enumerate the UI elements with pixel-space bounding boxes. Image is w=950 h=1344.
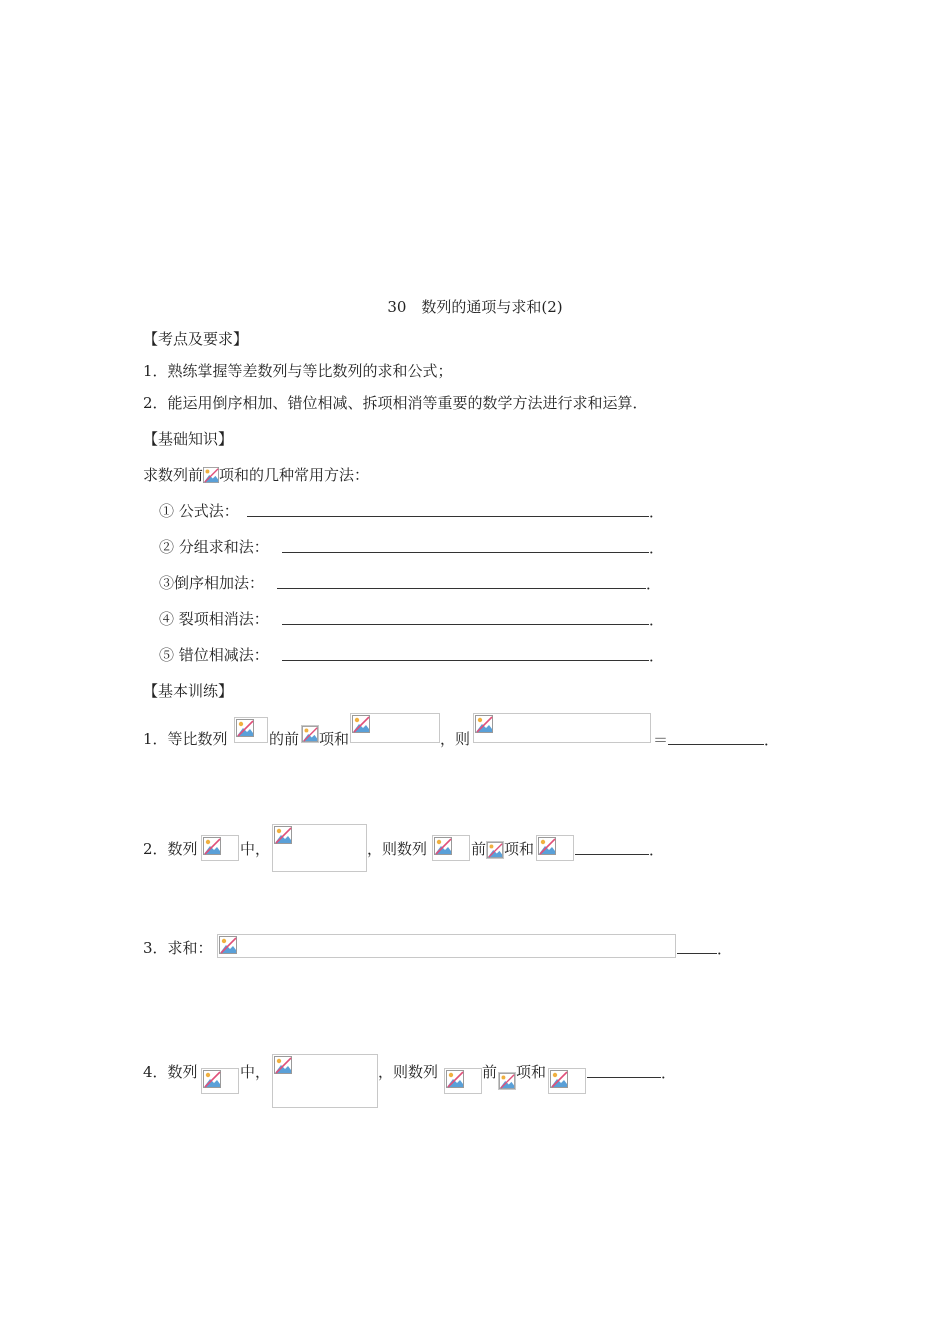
method-4-blank: ． <box>282 609 664 630</box>
q4-text-a: 4．数列 <box>143 1063 198 1081</box>
q3-text-a: 3．求和： <box>143 939 213 957</box>
broken-image-icon <box>499 1073 515 1089</box>
formula-image <box>234 717 268 743</box>
broken-image-icon <box>487 842 503 858</box>
q2-text-e: 项和 <box>504 840 535 858</box>
q4-answer: ． <box>587 1062 676 1083</box>
formula-image <box>432 835 470 861</box>
broken-image-icon <box>203 1070 221 1088</box>
knowledge-heading: 【基础知识】 <box>143 430 234 448</box>
formula-image <box>444 1068 482 1094</box>
formula-image <box>486 841 504 859</box>
requirements-heading: 【考点及要求】 <box>143 330 249 348</box>
formula-image <box>548 1068 586 1094</box>
formula-image <box>350 713 440 743</box>
q4-text-d: 前 <box>482 1063 498 1081</box>
broken-image-icon <box>538 837 556 855</box>
method-label: ③倒序相加法： <box>159 574 265 592</box>
broken-image-icon <box>352 715 370 733</box>
q2-text-a: 2．数列 <box>143 840 198 858</box>
q2-text-d: 前 <box>471 840 487 858</box>
knowledge-intro <box>143 465 369 485</box>
broken-image-icon <box>274 1056 292 1074</box>
q2-text-b: 中， <box>240 840 271 858</box>
broken-image-icon <box>475 715 493 733</box>
q2-text-c: ，则数列 <box>367 840 428 858</box>
formula-image <box>217 934 676 958</box>
method-3-blank: ． <box>277 573 661 594</box>
broken-image-icon <box>434 837 452 855</box>
q1-text-c: 项和 <box>319 730 350 748</box>
q4-text-e: 项和 <box>516 1063 547 1081</box>
method-4 <box>159 609 269 629</box>
method-5 <box>159 645 269 665</box>
broken-image-icon <box>446 1070 464 1088</box>
method-1-blank: ． <box>247 501 664 522</box>
method-5-blank: ． <box>282 645 664 666</box>
q3-answer: ． <box>677 938 732 959</box>
method-2-blank: ． <box>282 537 664 558</box>
formula-image <box>272 1054 378 1108</box>
method-label: ④ 裂项相消法： <box>159 610 269 628</box>
formula-image <box>498 1072 516 1090</box>
broken-image-icon <box>203 837 221 855</box>
method-2 <box>159 537 269 557</box>
method-1 <box>159 501 239 521</box>
q4-text-c: ，则数列 <box>378 1063 439 1081</box>
knowledge-intro-a: 求数列前 <box>143 466 204 484</box>
knowledge-intro-b: 项和的几种常用方法： <box>219 466 370 484</box>
q1-text-d: ，则 <box>440 730 471 748</box>
broken-image-icon <box>302 726 318 742</box>
formula-image <box>473 713 651 743</box>
method-label: ② 分组求和法： <box>159 538 269 556</box>
broken-image-icon <box>219 936 237 954</box>
method-3 <box>159 573 264 593</box>
method-label: ① 公式法： <box>159 502 239 520</box>
broken-image-icon <box>236 719 254 737</box>
q1-text-b: 的前 <box>269 730 300 748</box>
q1-answer: ＝ ． <box>653 731 780 749</box>
broken-image-icon <box>274 826 292 844</box>
requirement-2: 2．能运用倒序相加、错位相减、拆项相消等重要的数学方法进行求和运算． <box>143 394 648 412</box>
q4-text-b: 中， <box>240 1063 271 1081</box>
formula-image <box>201 1068 239 1094</box>
q2-answer: ． <box>575 839 664 860</box>
broken-image-icon <box>550 1070 568 1088</box>
q1-text-a: 1．等比数列 <box>143 730 228 748</box>
formula-image <box>301 725 319 743</box>
page-title: 30 数列的通项与求和(2) <box>387 298 563 316</box>
broken-image-icon <box>203 467 219 483</box>
requirement-1: 1．熟练掌握等差数列与等比数列的求和公式； <box>143 362 453 380</box>
formula-image <box>536 835 574 861</box>
formula-image <box>201 835 239 861</box>
training-heading: 【基本训练】 <box>143 682 234 700</box>
method-label: ⑤ 错位相减法： <box>159 646 269 664</box>
formula-image <box>272 824 367 872</box>
